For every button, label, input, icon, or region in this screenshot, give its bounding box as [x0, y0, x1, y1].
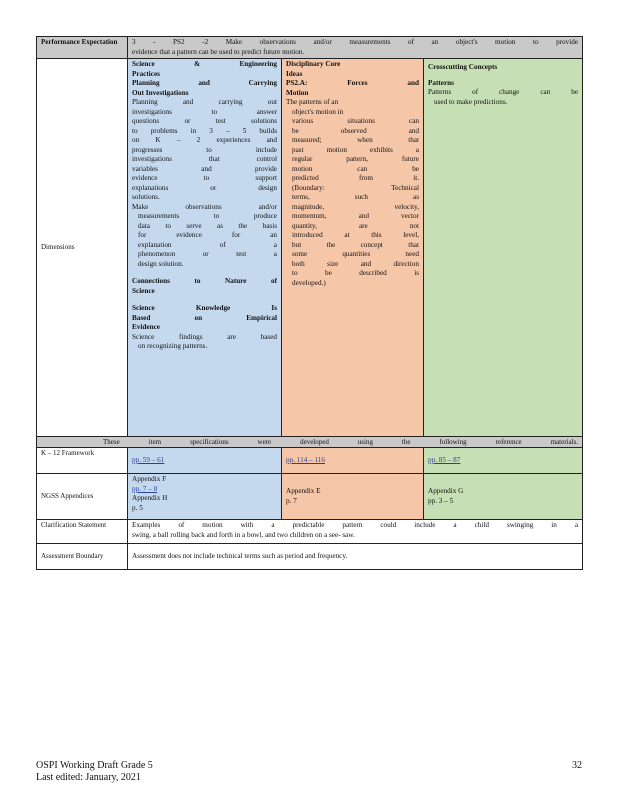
k12-label: K – 12 Framework [37, 448, 128, 474]
item-spec-table [36, 36, 583, 570]
knowledge-heading: Based on Empirical [132, 313, 277, 322]
sep-body-line: evidence to support [132, 174, 277, 182]
reference-row [37, 437, 583, 448]
sep-body-line: investigations to answer [132, 107, 277, 116]
dci-bullet-line: motion can be [292, 164, 419, 173]
ngss-appendices-row [37, 474, 583, 520]
dci-bullet-line: but the concept that [292, 240, 419, 249]
k12-sep-ref [128, 448, 282, 474]
dci-heading-4: Motion [286, 88, 309, 97]
dci-bullet-line: both size and direction [292, 259, 419, 268]
spec-table-container [36, 36, 582, 570]
ccc-heading-1: Crosscutting Concepts [428, 63, 498, 71]
bullet-text: The patterns of an [286, 98, 339, 106]
connections-heading: Connections to Nature of [132, 277, 277, 285]
clarification-label: Clarification Statement [37, 520, 128, 544]
k12-dci-ref [282, 448, 424, 474]
dci-bullet-line: regular pattern, future [292, 155, 419, 163]
assessment-row [37, 544, 583, 570]
assessment-text: Assessment does not include technical terms such as period and frequency. [128, 544, 583, 570]
dci-heading-1: Disciplinary Core [286, 60, 341, 68]
clarification-row [37, 520, 583, 544]
sep-body-line: explanations or design [132, 183, 277, 192]
k12-dci-link[interactable]: pp. 114 – 116 [286, 455, 325, 464]
sep-bullet-line: data to serve as the basis [138, 221, 277, 230]
sep-bullet-line: explanation of a [138, 240, 277, 249]
dci-bullet-line: object's motion in [292, 107, 344, 116]
ccc-heading-2: Patterns [428, 78, 454, 87]
knowledge-heading: Science Knowledge Is [132, 304, 277, 312]
dci-bullet-line: magnitude, velocity, [292, 202, 419, 211]
knowledge-bullet-line [132, 333, 277, 343]
sep-bullet-line: phenomenon or test a [138, 250, 277, 258]
ngss-sep-line: Appendix F [132, 475, 167, 483]
pe-line-2: evidence that a pattern can be used to predict future motion. [132, 47, 305, 56]
bullet-text: Science findings are based [132, 332, 277, 341]
knowledge-bullet-line: on recognizing patterns. [138, 342, 208, 350]
pe-text [128, 37, 583, 59]
dci-bullet-line: some quantities need [292, 250, 419, 258]
dci-bullet-line [286, 98, 419, 108]
footer-last-edited: Last edited: January, 2021 [36, 772, 141, 783]
ccc-cell [424, 59, 583, 437]
sep-heading-1: Science & Engineering [132, 60, 277, 68]
ngss-ccc-line: Appendix G [428, 487, 464, 495]
pe-label: Performance Expectation [37, 37, 128, 59]
dci-bullet-line: predicted from it. [292, 174, 419, 182]
clarification-text [128, 520, 583, 544]
ngss-dci-line: p. 7 [286, 496, 297, 505]
sep-cell [128, 59, 282, 437]
page-footer [36, 760, 582, 784]
ngss-sep-line: p. 5 [132, 503, 143, 512]
assessment-label: Assessment Boundary [37, 544, 128, 570]
sep-bullet-line: measurements to produce [138, 212, 277, 220]
sep-body-line: investigations that control [132, 155, 277, 163]
ngss-dci-ref [282, 474, 424, 520]
page-number: 32 [572, 760, 582, 771]
reference-line: These item specifications were developed using the following reference materials. [103, 438, 579, 446]
sep-heading-2: Practices [132, 69, 160, 78]
footer-doc-title: OSPI Working Draft Grade 5 [36, 760, 153, 771]
sep-body-line: progresses to include [132, 145, 277, 154]
dci-bullet-line: quantity, are not [292, 221, 419, 230]
performance-expectation-row [37, 37, 583, 59]
bullet-text: Patterns of change can be [428, 88, 579, 96]
reference-text [37, 437, 583, 448]
k12-ccc-ref [424, 448, 583, 474]
dci-bullet-line: terms, such as [292, 193, 419, 201]
sep-bullet-line: for evidence for an [138, 231, 277, 239]
ngss-sep-link[interactable]: pp. 7 – 8 [132, 484, 158, 493]
ngss-ccc-ref [424, 474, 583, 520]
clarification-line-2: swing, a ball rolling back and forth in a bowl, and two children on a see- saw. [132, 530, 355, 539]
dci-bullet-line: past motion exhibits a [292, 145, 419, 154]
dci-heading-3: PS2.A: Forces and [286, 79, 419, 87]
dimensions-row [37, 59, 583, 437]
dci-cell [282, 59, 424, 437]
dimensions-label: Dimensions [37, 59, 128, 437]
sep-body-line: Planning and carrying out [132, 98, 277, 106]
knowledge-heading: Evidence [132, 323, 160, 331]
ngss-dci-line: Appendix E [286, 487, 321, 495]
sep-body-line: questions or test solutions [132, 117, 277, 125]
sep-bullet-line [132, 203, 277, 213]
dci-bullet-line: various situations can [292, 117, 419, 125]
ccc-bullet-line [428, 88, 578, 98]
k12-sep-link[interactable]: pp. 59 – 61 [132, 455, 165, 464]
dci-bullet-line: introduced at this level, [292, 231, 419, 239]
sep-body-line: to problems in 3 – 5 builds [132, 126, 277, 135]
pe-line-1: 3 - PS2 -2 Make observations and/or measurements of an object's motion to provide [132, 38, 579, 46]
bullet-text: Make observations and/or [132, 202, 277, 211]
sep-body-line: variables and provide [132, 164, 277, 173]
dci-bullet-line: measured; when that [292, 136, 419, 144]
sep-bullet-line: design solution. [138, 259, 184, 268]
ngss-sep-line: Appendix H [132, 494, 168, 502]
dci-bullet-line: to be described is [292, 269, 419, 277]
sep-heading-4: Out Investigations [132, 88, 189, 97]
dci-bullet-line: be observed and [292, 126, 419, 135]
sep-heading-3: Planning and Carrying [132, 79, 277, 87]
k12-framework-row [37, 448, 583, 474]
connections-heading: Science [132, 286, 155, 295]
dci-heading-2: Ideas [286, 69, 303, 78]
sep-body-line: on K – 2 experiences and [132, 136, 277, 144]
dci-bullet-line: momentum, and vector [292, 212, 419, 220]
dci-bullet-line: (Boundary: Technical [292, 183, 419, 192]
ngss-label: NGSS Appendices [37, 474, 128, 520]
sep-body-line: solutions. [132, 193, 160, 201]
ngss-ccc-line: pp. 3 – 5 [428, 496, 454, 505]
clarification-line-1: Examples of motion with a predictable pattern could include a child swinging in a [132, 521, 579, 529]
ccc-bullet-line: used to make predictions. [434, 97, 508, 106]
k12-ccc-link[interactable]: pp. 85 – 87 [428, 455, 461, 464]
ngss-sep-ref [128, 474, 282, 520]
dci-bullet-line: developed.) [292, 278, 326, 287]
